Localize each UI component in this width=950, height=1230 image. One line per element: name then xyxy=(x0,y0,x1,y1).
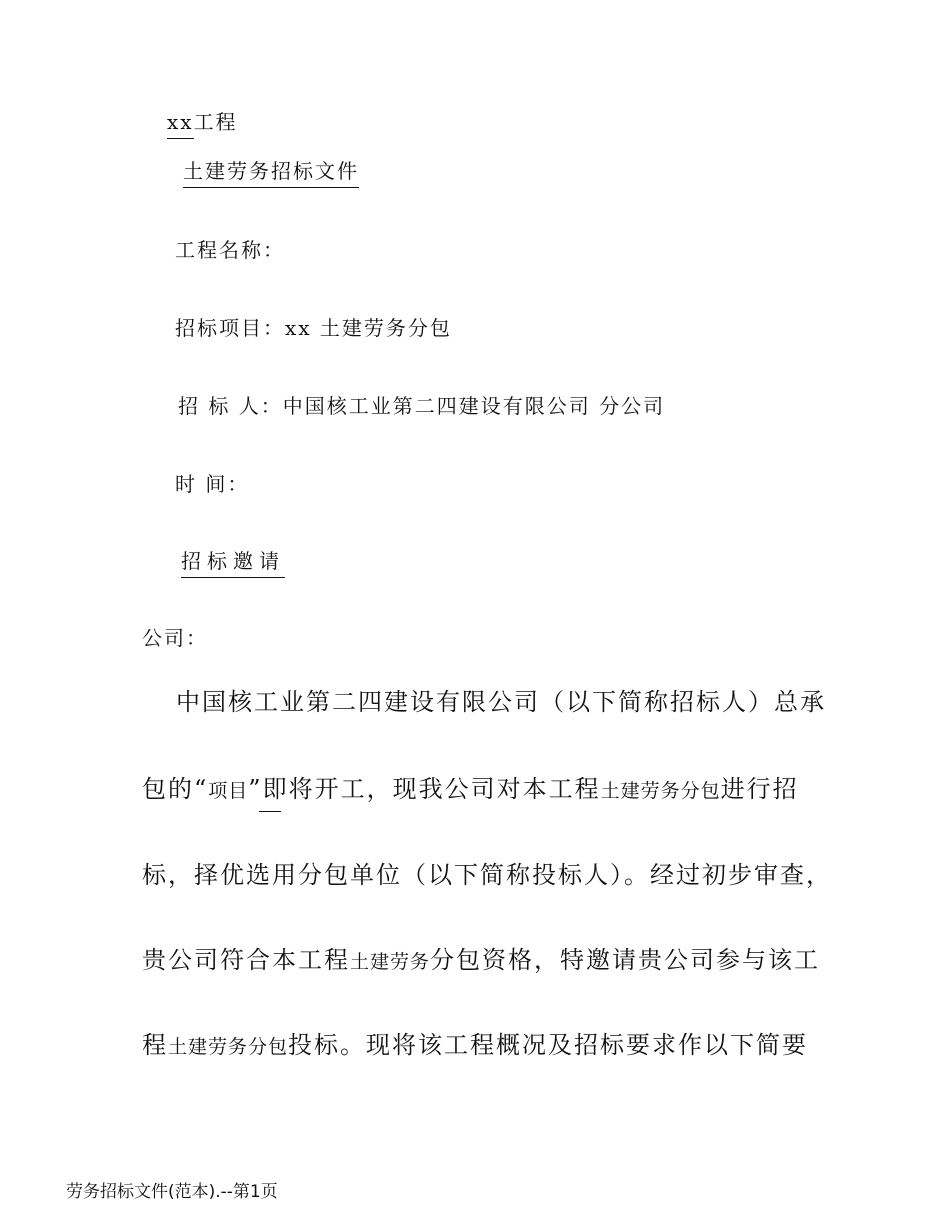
paragraph-line-4 xyxy=(142,948,820,972)
project-prefix: xx xyxy=(167,110,194,139)
p4-c: 分包资格，特邀请贵公司参与该工 xyxy=(430,946,821,974)
salutation-text: 公司： xyxy=(142,626,208,650)
time-field xyxy=(175,474,249,494)
document-title xyxy=(183,161,359,181)
paragraph-line-2 xyxy=(142,777,799,801)
p4-a: 贵公司符合本工程 xyxy=(142,946,350,974)
underline-mark xyxy=(259,811,281,812)
project-name-label: 工程名称： xyxy=(175,238,285,262)
paragraph-line-3 xyxy=(142,863,832,887)
bid-item-value: xx 土建劳务分包 xyxy=(285,316,452,340)
bid-item-field xyxy=(175,318,452,338)
bid-item-label: 招标项目： xyxy=(175,316,285,340)
p5-a: 程 xyxy=(142,1031,168,1059)
paragraph-line-1-text: 中国核工业第二四建设有限公司（以下简称招标人）总承 xyxy=(176,688,826,716)
p2-b: 项目 xyxy=(208,780,249,802)
p2-e: 进行招 xyxy=(720,775,799,803)
document-title-text: 土建劳务招标文件 xyxy=(183,159,359,188)
bidder-label: 招 标 人： xyxy=(178,394,283,418)
salutation xyxy=(142,628,208,648)
bidder-value: 中国核工业第二四建设有限公司 分公司 xyxy=(282,394,666,418)
paragraph-line-5 xyxy=(142,1033,808,1057)
paragraph-line-3-text: 标，择优选用分包单位（以下简称投标人）。经过初步审查， xyxy=(142,861,832,889)
p5-c: 投标。现将该工程概况及招标要求作以下简要 xyxy=(288,1031,809,1059)
p4-b: 土建劳务 xyxy=(350,951,431,973)
p5-b: 土建劳务分包 xyxy=(168,1036,289,1058)
invitation-heading xyxy=(181,551,285,571)
page-footer-text: 劳务招标文件(范本).--第1页 xyxy=(66,1182,278,1202)
project-header xyxy=(167,112,238,132)
paragraph-line-1 xyxy=(176,690,826,714)
p2-c: ”即将开工，现我公司对本工程 xyxy=(248,775,601,803)
time-label: 时 间： xyxy=(175,472,250,496)
p2-d: 土建劳务分包 xyxy=(600,780,721,802)
bidder-field xyxy=(178,396,665,416)
invitation-heading-text: 招标邀请 xyxy=(181,549,285,578)
project-suffix: 工程 xyxy=(193,110,238,134)
p2-a: 包的“ xyxy=(142,775,209,803)
page-footer xyxy=(66,1177,278,1202)
project-name-field xyxy=(175,240,285,260)
